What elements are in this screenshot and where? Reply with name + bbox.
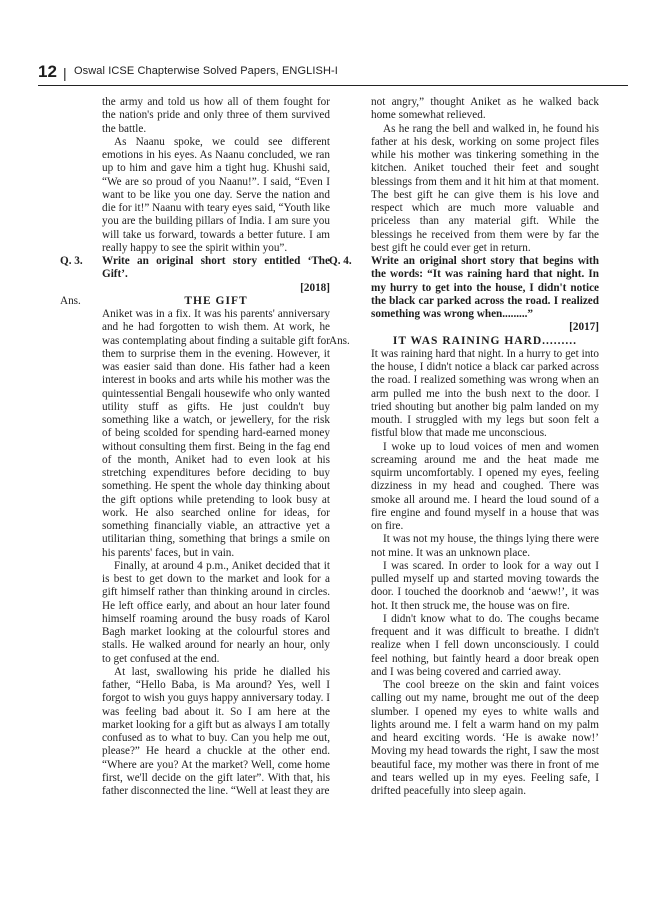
right-column xyxy=(329,96,599,798)
question-4-label: Q. 4. xyxy=(329,255,352,267)
rain-paragraph-3: It was not my house, the things lying there were not mine. It was an unknown place. xyxy=(371,533,599,559)
header-divider xyxy=(38,85,628,86)
answer-3 xyxy=(60,294,330,308)
rain-paragraph-4: I was scared. In order to look for a way out I pulled myself up and started moving towards the door. I touched the doorknob and ‘aeww!’, it was hot. It then struck me, the house was on fire. xyxy=(371,559,599,612)
page-number: 12 xyxy=(38,62,57,81)
story-title-raining: IT WAS RAINING HARD......... xyxy=(392,334,578,347)
rain-paragraph-1: It was raining hard that night. In a hurry to get into the house, I didn't notice a black car parked across the road. I realized something was wrong when an arm pulled me into the bush next to the door. I tried shouting but another big palm landed on my mouth. I struggled with my legs but soon felt a fistful blow that made me unconscious. xyxy=(371,347,599,440)
left-column xyxy=(60,96,330,798)
header-separator: | xyxy=(63,65,67,81)
rain-paragraph-2: I woke up to loud voices of men and women screaming around me and the heat made me squirm uncomfortably. I opened my eyes, feeling dizziness in my head and coughed. There was smoke all around me. I heard the loud sound of a fire engine and found myself in a house that was on fire. xyxy=(371,440,599,532)
gift-paragraph-3: At last, swallowing his pride he dialled his father, “Hello Baba, is Ma around? Yes, well I forgot to wish you guys happy anniversary today. I was feeling bad about it. So I am here at the market looking for a gift but as always I am totally confused as to what to buy. Can you help me out, please?” He heard a chuckle at the other end. “Where are you? At the market? Well, come home first, we'll decide on the gift later”. With that, his father disconnected the line. “Well at least they are xyxy=(102,665,330,797)
answer-4-label: Ans. xyxy=(329,334,350,347)
book-title: Oswal ICSE Chapterwise Solved Papers, ENGLISH-I xyxy=(74,65,338,77)
gift-paragraph-continued: not angry,” thought Aniket as he walked back home somewhat relieved. xyxy=(371,96,599,122)
question-3 xyxy=(60,255,330,295)
question-4-text: Write an original short story that begins with the words: “It was raining hard that night. In my hurry to get into the house, I didn't notice the black car parked across the road. I realized something was wrong when.........” xyxy=(371,255,599,320)
question-4 xyxy=(329,255,599,335)
page-header xyxy=(38,62,628,84)
intro-paragraph: the army and told us how all of them fought for the nation's pride and only three of them survived the battle. xyxy=(102,96,330,135)
rain-paragraph-6: The cool breeze on the skin and faint voices calling out my name, brought me out of the deep slumber. I opened my eyes to white walls and lights around me. I felt a warm hand on my palm and heard exciting words. ‘He is awake now!’ Moving my head towards the right, I saw the most beautiful face, my mother was there in front of me and tears welled up in my eyes. Feeling safe, I drifted peacefully into sleep again. xyxy=(371,679,599,797)
question-3-label: Q. 3. xyxy=(60,255,83,267)
question-4-year: [2017] xyxy=(569,321,599,334)
question-3-year: [2018] xyxy=(300,281,330,294)
naanu-paragraph: As Naanu spoke, we could see different emotions in his eyes. As Naanu concluded, we ran up to him and gave him a tight hug. Khushi said, “We are so proud of you Naanu!”. I said, “Even I want to be like you one day. Serve the nation and die for it!” Naanu with teary eyes said, “Youth like you are the building pillars of India. I am sure you will take us forward, towards a better future. I am really happy to see the spirit within you”. xyxy=(102,135,330,254)
answer-4 xyxy=(329,334,599,348)
answer-3-label: Ans. xyxy=(60,294,81,307)
gift-paragraph-2: Finally, at around 4 p.m., Aniket decided that it is best to get down to the market and look for a gift himself rather than thinking around in circles. He left office early, and about an hour later found himself roaming around the busy roads of Karol Bagh market looking at the colourful stores and stalls. He walked around for nearly an hour, only to get confused at the end. xyxy=(102,559,330,665)
story-title-the-gift: THE GIFT xyxy=(184,294,248,307)
question-3-text: Write an original short story entitled ‘The Gift’. xyxy=(102,255,330,281)
rain-paragraph-5: I didn't know what to do. The coughs became frequent and it was difficult to breathe. I didn't realize when I fell down unconsciously. I could feel nothing, but faintly heard a door break open and I was being covered and carried away. xyxy=(371,612,599,678)
gift-paragraph-bell: As he rang the bell and walked in, he found his father at his desk, working on some project files while his mother was tinkering something in the kitchen. Aniket touched their feet and sought blessings from them and it hit him at that moment. The best gift he can give them is his love and respect which are much more valuable and priceless than any material gift. While the blessings he received from them were by far the best gift he could ever get in return. xyxy=(371,122,599,254)
gift-paragraph-1: Aniket was in a fix. It was his parents' anniversary and he had forgotten to wish them. At work, he was contemplating about finding a suitable gift for them to surprise them in the evening. However, it was easier said than done. His father had a keen interest in books and arts while his mother was the quintessential Bengali housewife who only wanted utility stuff as gifts. He just couldn't buy something like a watch, or jewellery, for the risk of being scolded for spending hard-earned money without consulting them first. Being in the fag end of the month, Aniket had to even look at his stretching expenditures before deciding to buy something. He spent the whole day thinking about the gift options while pretending to look busy at work. He also searched online for ideas, for something financially viable, an attractive yet a utilitarian thing, something that brings a smile on his parents' faces, but in vain. xyxy=(102,308,330,559)
